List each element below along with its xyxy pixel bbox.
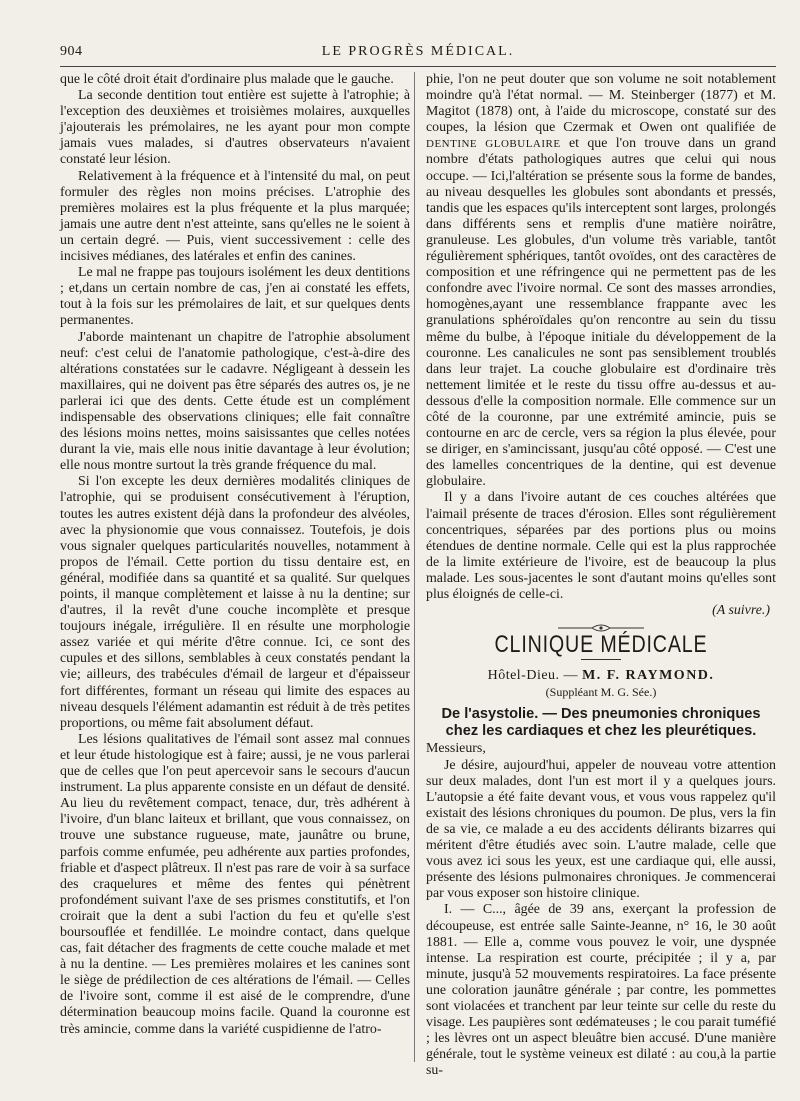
section-rule: [581, 659, 621, 660]
left-column: [60, 72, 410, 1038]
salutation: Messieurs,: [426, 741, 486, 757]
paragraph: J'aborde maintenant un chapitre de l'atrophie absolument neuf: c'est celui de l'anatomie pathologique, c'est-à-dire des altérations constatées sur le cadavre. Négligeant à dessein les maxillaires, qui ne doivent pas être séparés des autres os, je ne parlerai ici que des dents. Cette étude est un complément indispensable des observations cliniques; elle fait connaître des lésions moins nettes, moins saisissantes que celles notées durant la vie, mais elle nous initie davantage à leur évolution; elle nous montre surtout la très grande fréquence du mal.: [60, 329, 410, 474]
paragraph: que le côté droit était d'ordinaire plus malade que le gauche.: [60, 72, 394, 87]
paragraph-text: phie, l'on ne peut douter que son volume ne soit notablement moindre qu'à l'état normal. — M. Steinberger (1877) et M. Magitot (1878) ont, à l'aide du microscope, constaté sur des coupes, la lésion que Czermak et Owen ont qualifiée de: [426, 72, 776, 136]
hospital-line: [426, 668, 776, 684]
header-rule: [60, 66, 776, 67]
lecture-title: De l'asystolie. — Des pneumonies chroniques chez les cardiaques et chez les pleurétiques.: [441, 706, 761, 739]
page-number: 904: [60, 44, 83, 59]
paragraph: Les lésions qualitatives de l'émail sont assez mal connues et leur étude histologique est à faire; aussi, je ne vous parlerai que de celles que l'on peut apercevoir sans le secours d'aucun instrument. La plus apparente consiste en un défaut de densité. Au lieu du revêtement compact, tenace, dur, très adhérent à l'ivoire, d'un blanc laiteux et brillant, que vous connaissez, on trouve une substance rugueuse, mate, jaunâtre ou brune, parfois comme enfumée, peu adhérente aux parties profondes, friable et d'aspect plâtreux. Il n'est pas rare de voir à sa surface des craquelures et même des fentes qui pénètrent profondément suivant l'axe de ses prismes constitutifs, et l'on croirait que la dent a subi l'action du feu et qu'elle s'est boursouflée et fendillée. Le moindre contact, dans quelque cas, fait détacher des fragments de cette couche malade et met à nu la dentine. — Les premières molaires et les canines sont le siège de prédilection de ces altérations de l'émail. — Celles de l'ivoire sont, comme il est aisé de le comprendre, d'une détermination beaucoup moins facile. Quand la couronne est très amincie, comme dans la variété cuspidienne de l'atro-: [60, 731, 410, 1037]
to-be-continued: (A suivre.): [712, 603, 770, 619]
paragraph: Le mal ne frappe pas toujours isolément les deux dentitions ; et,dans un certain nombre de cas, j'en ai constaté les effets, tout à la fois sur les prémolaires de lait, et sur quelques dents permanentes.: [60, 265, 410, 329]
substitute-line: (Suppléant M. G. Sée.): [545, 685, 657, 700]
paragraph: Je désire, aujourd'hui, appeler de nouveau votre attention sur deux malades, dont l'un est mort il y a quelques jours. L'autopsie a été faite devant vous, et vous vous rappelez qu'il existait des lésions chroniques du poumon. De plus, vers la fin de sa vie, ce malade a eu des accidents délirants bizarres qui méritent d'être étudiés avec soin. L'autre malade, celle que vous avez ici sous les yeux, est une cardiaque qui, elle aussi, présente des lésions pulmonaires chroniques. Je commencerai par vous exposer son histoire clinique.: [426, 757, 776, 902]
paragraph: Relativement à la fréquence et à l'intensité du mal, on peut formuler des règles non moins précises. L'atrophie des premières molaires est la plus fréquente et la plus marquée; jamais une autre dent n'est atteinte, sans qu'elles ne le soient à un certain degré. — Puis, vient successivement : celle des incisives médianes, des latérales et enfin des canines.: [60, 168, 410, 265]
professor-name: M. F. RAYMOND.: [582, 668, 715, 684]
paragraph: [426, 72, 776, 490]
paragraph: I. — C..., âgée de 39 ans, exerçant la profession de découpeuse, est entrée salle Sainte-Jeanne, n° 16, le 30 août 1881. — Elle a, comme vous pouvez le voir, une dyspnée intense. La respiration est courte, précipitée ; il y a, par minute, jusqu'à 52 mouvements respiratoires. La face présente une coloration jaunâtre générale ; par contre, les pommettes sont violacées et tranchent par leur teinte sur celle du reste du visage. Les paupières sont œdémateuses ; le cou parait tuméfié ; les lèvres ont un aspect bleuâtre bien accusé. D'une manière générale, tout le système veineux est dilaté : au cou,à la partie su-: [426, 902, 776, 1079]
paragraph: La seconde dentition tout entière est sujette à l'atrophie; à l'exception des deuxièmes et troisièmes molaires, auxquelles j'ajouterais les prémolaires, ne les ayant pour mon compte jamais vues malades, si d'autres observateurs n'avaient constaté leur lésion.: [60, 88, 410, 168]
term-small-caps: DENTINE GLOBULAIRE: [426, 138, 561, 151]
paragraph: Il y a dans l'ivoire autant de ces couches altérées que l'aimail présente de traces d'érosion. Elles sont régulièrement concentriques, séparées par des portions plus ou moins étendues de dentine normale. Celle qui est la plus rapprochée de la limite extérieure de l'ivoire, est de beaucoup la plus malade. Les sous-jacentes le sont d'autant moins qu'elles sont plus éloignés de celle-ci.: [426, 490, 776, 602]
right-column: [426, 72, 776, 1079]
page-header: [60, 44, 776, 62]
paragraph: Si l'on excepte les deux dernières modalités cliniques de l'atrophie, qui se produisent consécutivement à l'éruption, toutes les autres existent déjà dans la profondeur des alvéoles, avec la physionomie que vous connaissez. Toutefois, je dois vous signaler quelques particularités nouvelles, notamment à propos de l'émail. Cette portion du tissu dentaire est, en général, modifiée dans sa quantité et sa qualité. Sur quelques points, il manque complètement et laisse à nu la dentine; sur d'autres, il la revêt d'une couche incomplète et presque toujours inégale, irrégulière. Il en résulte une morphologie assez variée et qui mérite d'être connue. Ici, ce sont des cupules et des sillons, semblables à ceux constatés pendant la vie; ailleurs, des trabécules d'émail de largeur et d'épaisseur fort différentes, formant un réseau qui limite des espaces au niveau desquels l'élément adamantin est réduit à de très petites proportions, ou même fait absolument défaut.: [60, 474, 410, 731]
paragraph-text: et que l'on trouve dans un grand nombre d'états pathologiques autres que celui qui nous occupe. — Ici,l'altération se présente sous la forme de bandes, au niveau desquelles les globules sont abondants et pressés, tandis que les espaces qu'ils interceptent sont larges, prolongés dans différents sens et remplis d'une matière noirâtre, granuleuse. Les globules, d'un volume très variable, tantôt régulièrement sphériques, tantôt ovoïdes, ont des caractères de composition et une réfringence qui ne permettent pas de les confondre avec l'ivoire normal. Ce sont des masses arrondies, homogènes,ayant une ressemblance frappante avec les granulations sphéroïdales qu'on rencontre au sein du tissu même du bulbe, à l'époque initiale du développement de la couronne. Les canalicules ne sont pas sensiblement troublés dans leur trajet. La couche globulaire est d'ordinaire très nettement limitée et le reste du tissu offre au-dessus et au-dessous d'elle la composition normale. Elle commence sur un côté de la couronne, par une extrémité amincie, puis se contourne en arc de cercle, vers sa région la plus élevée, pour se diriger, en s'amincissant, jusqu'au côté opposé. — C'est une des lamelles concentriques de la dentine, qui est devenue globulaire.: [426, 136, 776, 490]
column-divider: [414, 72, 415, 1062]
running-title: LE PROGRÈS MÉDICAL.: [321, 44, 515, 59]
section-title: CLINIQUE MÉDICALE: [494, 631, 708, 659]
hospital-name: Hôtel-Dieu. —: [487, 668, 579, 684]
